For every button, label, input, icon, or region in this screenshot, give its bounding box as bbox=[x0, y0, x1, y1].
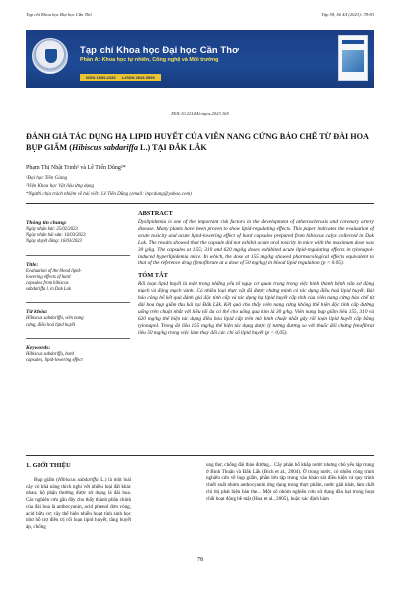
abstract-column bbox=[138, 210, 374, 337]
university-logo-icon bbox=[32, 38, 68, 74]
title-en-line: capsules from hibiscus bbox=[26, 281, 69, 287]
tomtat-heading: TÓM TẮT bbox=[138, 272, 168, 280]
title-main: ĐÁNH GIÁ TÁC DỤNG HẠ LIPID HUYẾT CỦA VIÊN NANG CỨNG BẢO CHẾ TỪ ĐÀI HOA BỤP GIẤM ( bbox=[26, 132, 369, 152]
intro-divider bbox=[26, 455, 374, 456]
revised-date: Ngày nhận bài sửa: 16/03/2023 bbox=[26, 233, 86, 239]
intro-heading: 1. GIỚI THIỆU bbox=[26, 462, 71, 469]
doi-line[interactable]: DOI:10.22144/ctujos.2023.165 bbox=[171, 111, 229, 116]
article-info-block bbox=[26, 220, 130, 246]
title-species: Hibiscus sabdariffa bbox=[71, 142, 138, 152]
accepted-date: Ngày duyệt đăng: 16/03/2023 bbox=[26, 239, 82, 245]
title-end: L.) TẠI ĐẮK LẮK bbox=[138, 142, 207, 152]
left-divider bbox=[26, 255, 130, 256]
keywords-en-heading: Keywords: bbox=[26, 344, 51, 351]
authors-line: Phạm Thị Nhật Trinh¹ và Lê Tiến Dũng²* bbox=[26, 165, 126, 171]
keywords-vn-block bbox=[26, 309, 130, 328]
article-info-heading: Thông tin chung: bbox=[26, 220, 67, 226]
journal-banner bbox=[26, 30, 374, 88]
keywords-vn-line: cứng, điều hoà lipid huyết bbox=[26, 322, 76, 328]
corresponding-author: *Người chịu trách nhiệm về bài viết: Lê Tiến Dũng (email: inpcdung@yahoo.com) bbox=[26, 192, 192, 197]
article-info-column bbox=[26, 220, 130, 373]
banner-title: Tạp chí Khoa học Đại học Cần Thơ bbox=[80, 44, 239, 55]
keywords-en-line: capsules, lipid-lowering effect bbox=[26, 358, 83, 364]
issn-online: e-ISSN 2815-5599 bbox=[121, 75, 155, 80]
title-en-line: sabdariffa l. in Dak Lak bbox=[26, 287, 71, 293]
keywords-vn-line: Hibiscus sabdariffa, viên nang bbox=[26, 316, 84, 322]
affiliation-1: ¹Đại học Tiền Giang bbox=[26, 176, 68, 181]
keywords-en-block bbox=[26, 345, 130, 364]
intro-species: Hibiscus sabdariffa bbox=[57, 477, 99, 483]
title-en-line: lowering effects of hard bbox=[26, 274, 71, 280]
intro-col1-text: L.) là một loài cây có khả năng thích nghi với nhiều loại đất khác nhau; bộ phận thường được sử dụng là đài hoa. Các nghiên cứu gần đây cho thấy thành phần chính của đài hoa là anthocyanin, acid phenol đơn vòng, acid hữu cơ; cây thể hiện nhiều hoạt tính sinh học như hỗ trợ điều trị rối loạn lipid huyết, tăng huyết áp, chống bbox=[26, 477, 131, 530]
header-divider bbox=[26, 203, 374, 204]
title-en-heading: Title: bbox=[26, 261, 39, 268]
journal-cover-thumbnail bbox=[338, 35, 368, 81]
affiliation-2: ²Viện Khoa học Vật liệu ứng dụng bbox=[26, 184, 95, 189]
title-en-block bbox=[26, 262, 130, 294]
abstract-heading: ABSTRACT bbox=[138, 210, 173, 217]
title-en-line: Evaluation of the blood lipid- bbox=[26, 268, 82, 274]
left-divider bbox=[26, 302, 130, 303]
page-number: 78 bbox=[197, 557, 203, 563]
keywords-en-line: Hibiscus sabdariffa, hard bbox=[26, 351, 74, 357]
journal-name-header: Tạp chí Khoa học Đại học Cần Thơ bbox=[26, 12, 92, 17]
issn-print: ISSN 1859-2333 bbox=[86, 75, 116, 80]
banner-subtitle: Phần A: Khoa học tự nhiên, Công nghệ và Môi trường bbox=[80, 57, 219, 63]
keywords-vn-heading: Từ khóa: bbox=[26, 309, 48, 316]
intro-column-1 bbox=[26, 477, 131, 531]
issn-strip bbox=[80, 74, 161, 81]
intro-column-2: ung thư, chống đái tháo đường... Cây phân bố khắp nước nhưng chủ yếu tập trung ở Bình Thuận và Đắk Lắk (Bích et al., 2004). Ở trong nước, có nhiều công trình nghiên cứu về bụp giấm, phần lớn tập trung vào khảo sát điều kiện và quy trình chiết xuất nhóm anthocyanin ứng dụng trong thực phẩm, nước giải khát, làm chất chỉ thị phát hiện hàn the... Một số nhóm nghiên cứu sử dụng dầu hạt trong hoạt chất hoạt động bề mặt (Hoa et al., 2005), hoặc xác định hàm bbox=[206, 462, 374, 502]
intro-lead: Bụp giấm ( bbox=[34, 477, 58, 483]
abstract-text: Dyslipidemia is one of the important risk factors in the development of atherosclerosis and coronary artery disease. Many plants have been proven to show lipid-regulating effects. This paper indicates the evaluation of acute toxicity and acute lipid-lowering effect of hard capsules prepared from hibiscus calyx collected in Dak Lak. The results showed that the capsule did not exhibit acute oral toxicity in mice with the maximum dose was 30 g/kg. The capsules at 155; 310 and 620 mg/kg doses exhibited acute lipid-regulating effects in tylonapol-induced hyperlipidemia mice. In which, the dose at 155 mg/kg showed pharmacological effects equivalent to that of the reference drug (fenofibrate at a dose of 50 mg/kg) in blood lipid regulation (p < 0.05). bbox=[138, 219, 374, 267]
tomtat-text: Rối loạn lipid huyết là một trong những yếu tố nguy cơ quan trọng trong việc hình thành bệnh vữa xơ động mạch và động mạch vành. Có nhiều loại thực vật đã được chứng minh có tác dụng điều hoà lipid huyết. Bài báo công bố kết quả đánh giá độc tính cấp và tác dụng hạ lipid huyết cấp tính của viên nang cứng bào chế từ đài hoa bụp giấm thu hái tại Đắk Lắk. Kết quả cho thấy viên nang cứng không thể hiện độc tính cấp đường uống trên chuột nhắt với liều tối đa có thể cho uống qua kim là 30 g/kg. Viên nang bụp giấm liều 155, 310 và 620 mg/kg thể hiện tác dụng điều hòa lipid cấp trên mô hình chuột nhắt gây rối loạn lipid huyết cấp bằng tylonapol. Trong đó liều 155 mg/kg thể hiện tác dụng dược lý tương đương so với thuốc đối chứng fenofibrat liều 50 mg/kg trong việc làm thay đổi các chỉ số lipid huyết (p < 0,05). bbox=[138, 281, 374, 336]
volume-issue-header: Tập 59, Số 4A (2023): 78-83 bbox=[321, 12, 374, 17]
article-title bbox=[26, 132, 374, 153]
left-divider bbox=[26, 338, 130, 339]
running-head bbox=[26, 12, 374, 17]
received-date: Ngày nhận bài: 25/02/2023 bbox=[26, 227, 78, 232]
